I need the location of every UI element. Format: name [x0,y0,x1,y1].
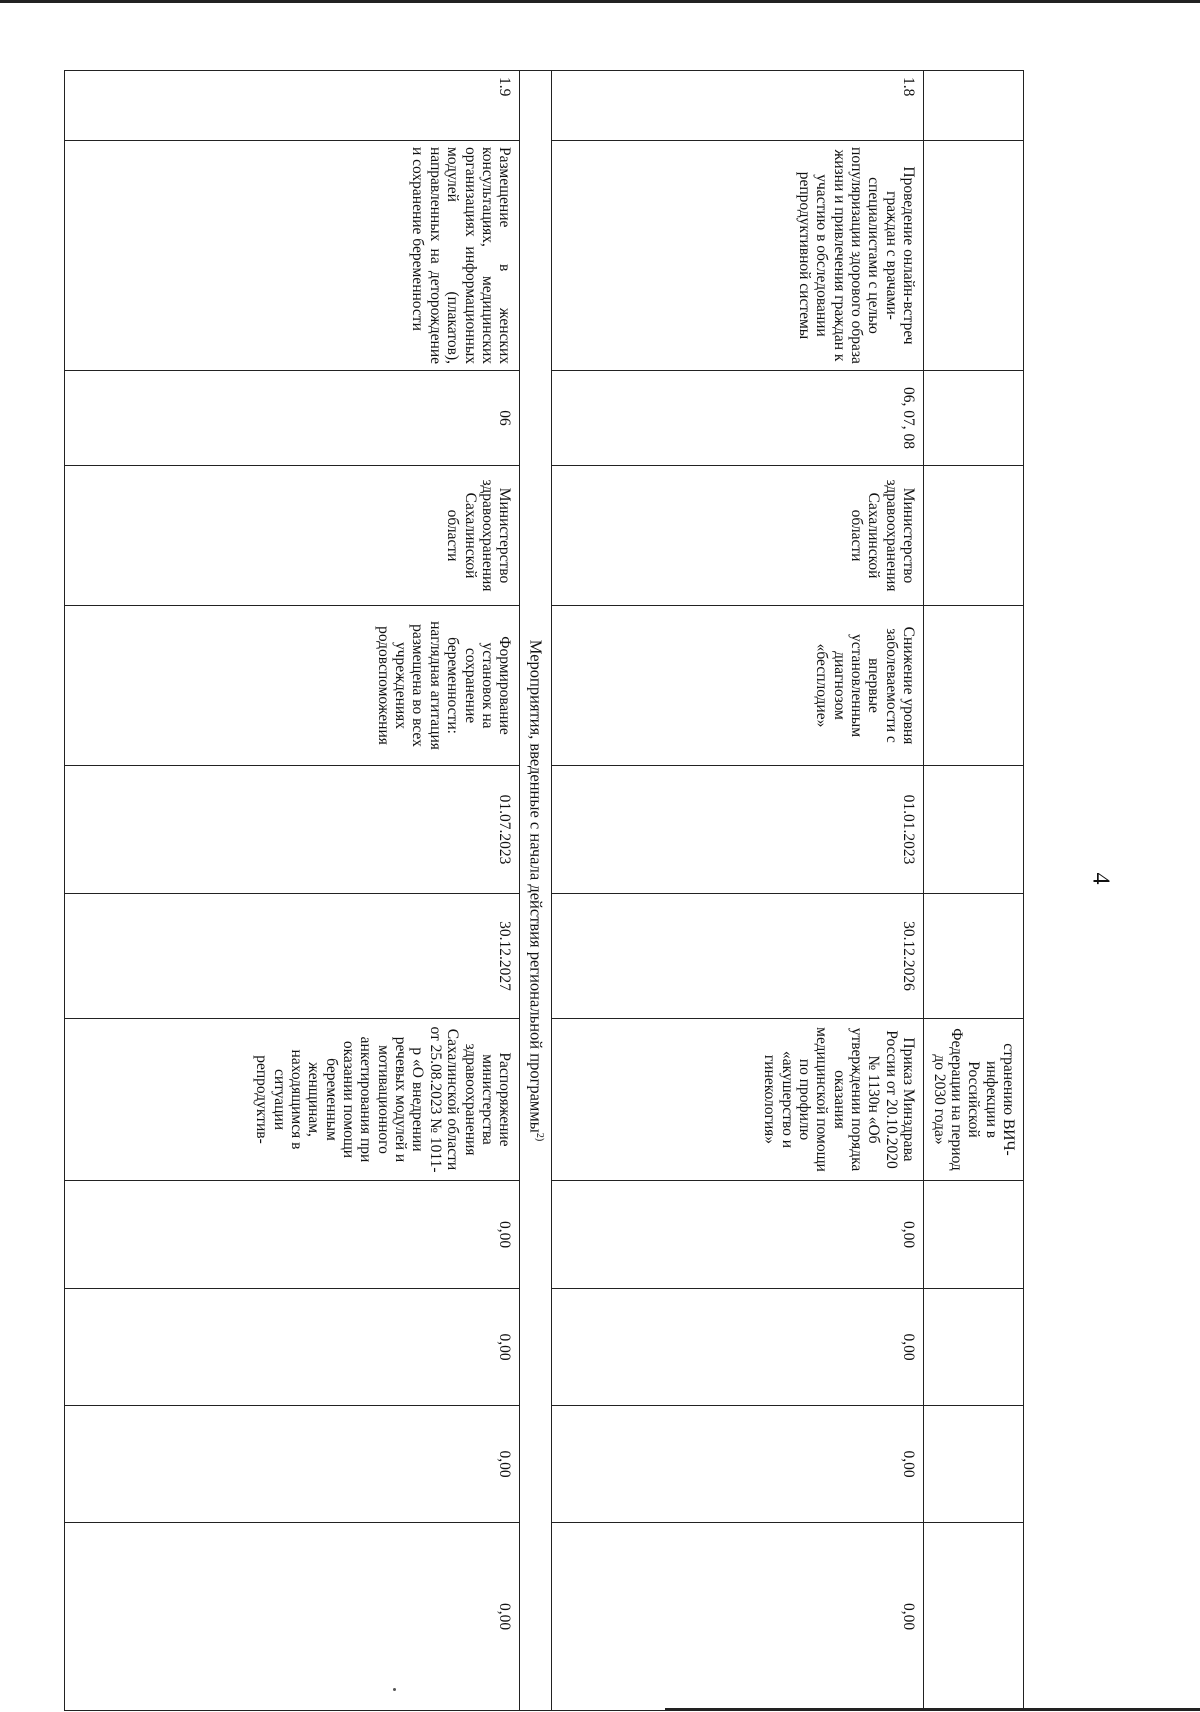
scan-top-border [0,0,1200,3]
period-cell: 06 [65,371,520,466]
section-header-row [520,71,552,1711]
basis-cell: странению ВИЧ-инфекции в Российской Федерации на период до 2030 года» [924,1019,1024,1181]
section-title [520,71,552,1711]
funding-cell-2 [924,1289,1024,1406]
funding-cell-2: 0,00 [552,1289,924,1406]
funding-cell-3 [924,1406,1024,1523]
page-number: 4 [1087,872,1114,885]
row-number-cell: 1.9 [65,71,520,141]
funding-cell-2: 0,00 [65,1289,520,1406]
basis-cell: Распоряжение министерства здравоохранения Сахалинской области от 25.08.2023 № 1011-р «О внедрении речевых модулей и мотивационного анкетирования при оказании помощи беременным женщинам, находящимся в ситуации репродуктив- [65,1019,520,1181]
funding-cell-4: 0,00 [65,1523,520,1711]
funding-cell-3: 0,00 [552,1406,924,1523]
result-cell: Формирование установок на сохранение беременности: наглядная агитация размещена во всех учреждениях родовспоможения [65,606,520,766]
basis-cell: Приказ Минздрава России от 20.10.2020 № 1130н «Об утверждении порядка оказания медицинской помощи по профилю «акушерство и гинекология» [552,1019,924,1181]
rotated-table-wrapper [89,70,1024,1631]
section-title-text: Мероприятия, введенные с начала действия региональной программы [526,639,546,1133]
funding-cell-1: 0,00 [65,1181,520,1289]
funding-cell-4 [924,1523,1024,1711]
table-row [552,71,924,1711]
measure-name-cell: Проведение онлайн-встреч граждан с врачами-специалистами с целью популяризации здорового образа жизни и привлечения граждан к участию в обследовании репродуктивной системы [552,141,924,371]
end-date-cell [924,894,1024,1019]
result-cell: Снижение уровня заболеваемости с впервые установленным диагнозом «бесплодие» [552,606,924,766]
row-number-cell: 1.8 [552,71,924,141]
program-measures-table [64,70,1024,1711]
start-date-cell [924,766,1024,894]
measure-name-cell: Размещение в женских консультациях, медицинских организациях информационных модулей (плакатов), направленных на деторождение и сохранение беременности [65,141,520,371]
responsible-cell [924,466,1024,606]
funding-cell-4: 0,00 [552,1523,924,1711]
funding-cell-1: 0,00 [552,1181,924,1289]
start-date-cell: 01.07.2023 [65,766,520,894]
result-cell [924,606,1024,766]
start-date-cell: 01.01.2023 [552,766,924,894]
end-date-cell: 30.12.2026 [552,894,924,1019]
responsible-cell: Министерство здравоохранения Сахалинской области [65,466,520,606]
table-row [924,71,1024,1711]
table-row [65,71,520,1711]
period-cell: 06, 07, 08 [552,371,924,466]
section-footnote: 2) [534,1132,546,1142]
period-cell [924,371,1024,466]
responsible-cell: Министерство здравоохранения Сахалинской области [552,466,924,606]
row-number-cell [924,71,1024,141]
measure-name-cell [924,141,1024,371]
funding-cell-3: 0,00 [65,1406,520,1523]
end-date-cell: 30.12.2027 [65,894,520,1019]
funding-cell-1 [924,1181,1024,1289]
